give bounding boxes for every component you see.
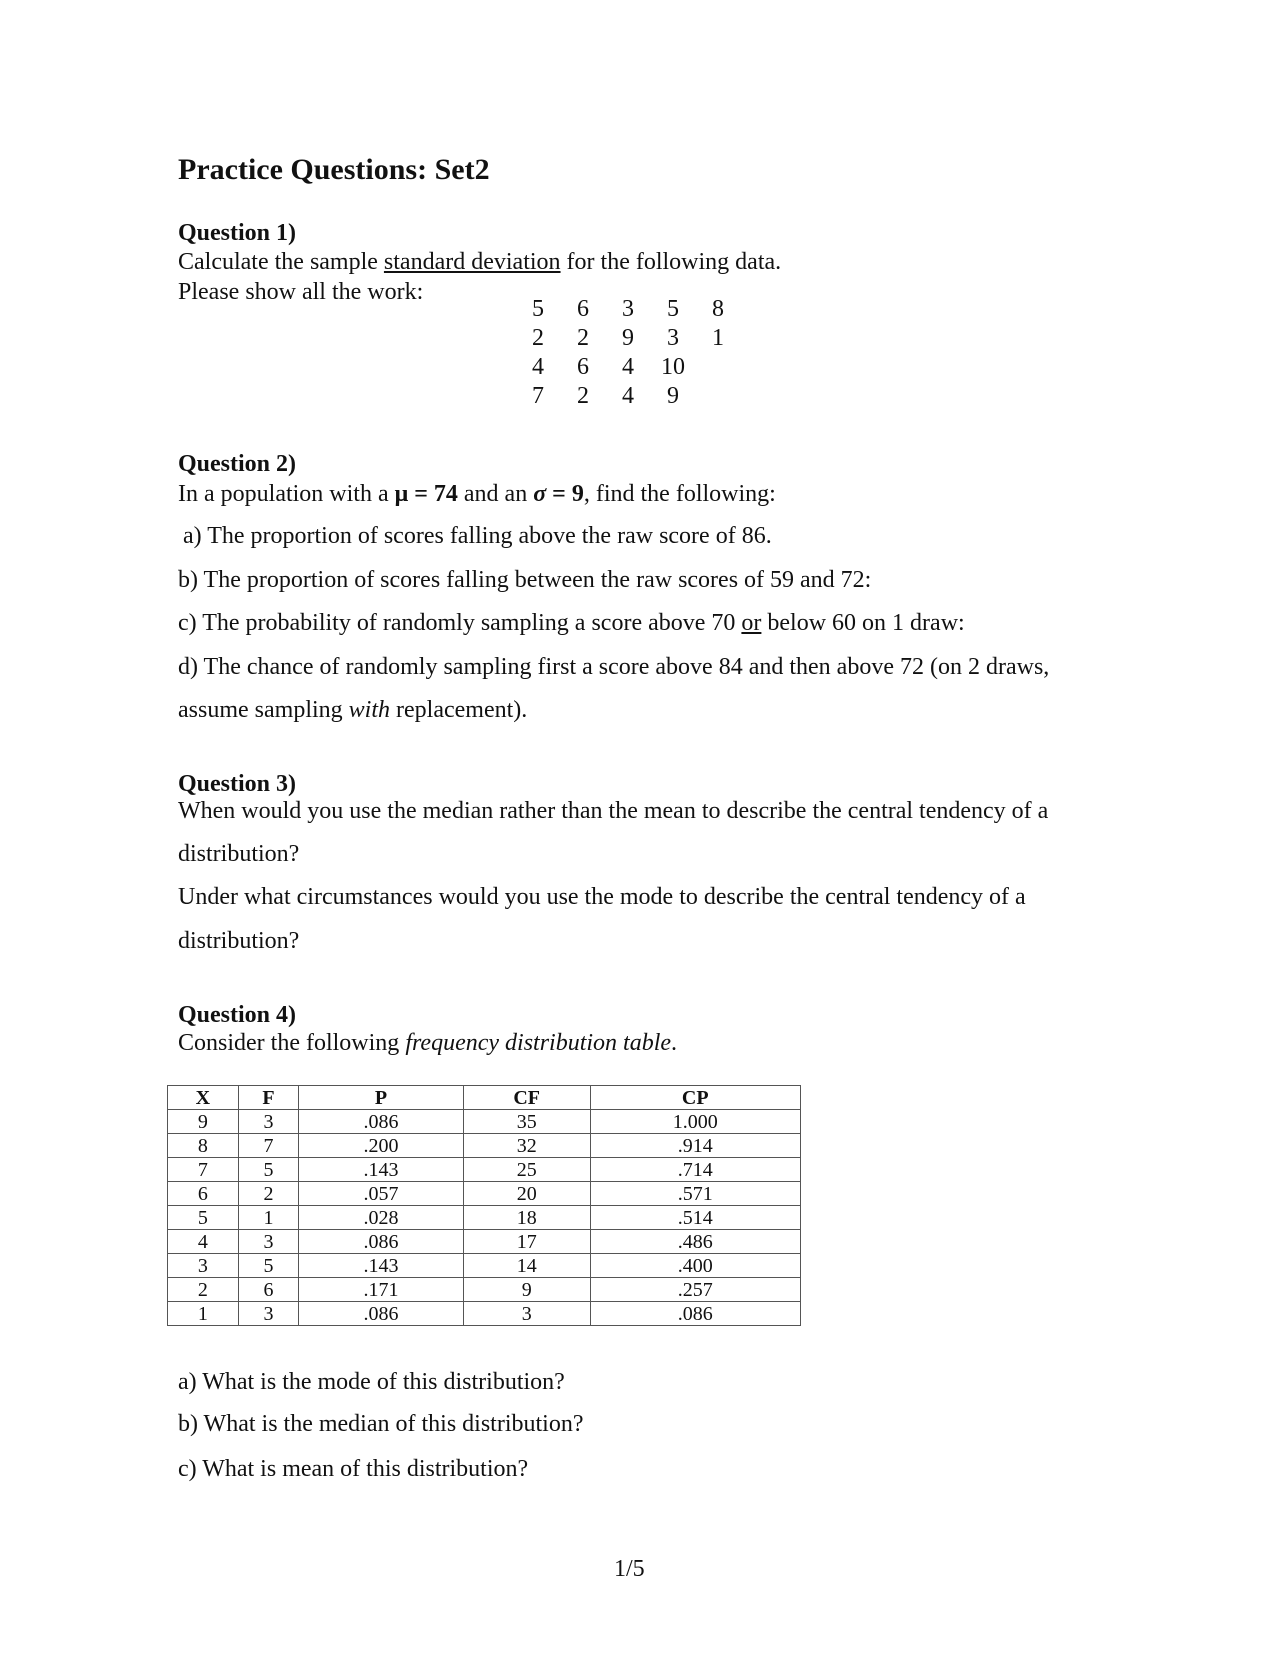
question-4b: b) What is the median of this distribution? xyxy=(178,1411,584,1437)
table-row xyxy=(168,1278,801,1302)
table-cell: .171 xyxy=(299,1278,464,1302)
data-value: 2 xyxy=(532,325,544,351)
data-value: 7 xyxy=(532,383,544,409)
question-3-line3: Under what circumstances would you use the mode to describe the central tendency of a xyxy=(178,884,1026,910)
table-cell: 2 xyxy=(168,1278,239,1302)
data-value: 1 xyxy=(712,325,724,351)
table-cell: .143 xyxy=(299,1158,464,1182)
table-cell: 20 xyxy=(463,1182,590,1206)
frequency-table xyxy=(167,1085,801,1326)
data-value: 5 xyxy=(532,296,544,322)
table-cell: 6 xyxy=(238,1278,298,1302)
data-value: 3 xyxy=(667,325,679,351)
table-cell: 5 xyxy=(238,1254,298,1278)
data-value: 5 xyxy=(667,296,679,322)
question-2d-cont: assume sampling with replacement). xyxy=(178,697,528,723)
question-3-line1: When would you use the median rather than the mean to describe the central tendency of a xyxy=(178,798,1049,824)
data-value: 9 xyxy=(622,325,634,351)
data-value: 4 xyxy=(532,354,544,380)
table-row xyxy=(168,1182,801,1206)
table-cell: .486 xyxy=(590,1230,801,1254)
table-cell: 5 xyxy=(168,1206,239,1230)
table-cell: .200 xyxy=(299,1134,464,1158)
question-4a: a) What is the mode of this distribution? xyxy=(178,1369,565,1395)
table-cell: 32 xyxy=(463,1134,590,1158)
column-header: P xyxy=(299,1086,464,1110)
data-value: 4 xyxy=(622,383,634,409)
table-cell: 17 xyxy=(463,1230,590,1254)
question-2a: a) The proportion of scores falling above the raw score of 86. xyxy=(183,523,772,549)
table-cell: .028 xyxy=(299,1206,464,1230)
table-cell: .086 xyxy=(299,1230,464,1254)
column-header: F xyxy=(238,1086,298,1110)
data-value: 2 xyxy=(577,383,589,409)
data-value: 2 xyxy=(577,325,589,351)
table-row xyxy=(168,1254,801,1278)
table-cell: 2 xyxy=(238,1182,298,1206)
table-cell: .057 xyxy=(299,1182,464,1206)
question-2c: c) The probability of randomly sampling a score above 70 or below 60 on 1 draw: xyxy=(178,610,965,636)
question-3-line4: distribution? xyxy=(178,928,300,954)
data-value: 3 xyxy=(622,296,634,322)
question-4-intro: Consider the following frequency distribution table. xyxy=(178,1030,678,1056)
table-cell: .914 xyxy=(590,1134,801,1158)
table-cell: 3 xyxy=(238,1230,298,1254)
table-cell: .086 xyxy=(299,1302,464,1326)
table-cell: 3 xyxy=(463,1302,590,1326)
table-row xyxy=(168,1302,801,1326)
table-row xyxy=(168,1158,801,1182)
table-row xyxy=(168,1110,801,1134)
table-cell: 3 xyxy=(168,1254,239,1278)
table-cell: 18 xyxy=(463,1206,590,1230)
data-value: 4 xyxy=(622,354,634,380)
table-cell: 3 xyxy=(238,1110,298,1134)
table-cell: 4 xyxy=(168,1230,239,1254)
data-value: 10 xyxy=(661,354,685,380)
question-4c: c) What is mean of this distribution? xyxy=(178,1456,529,1482)
question-2-intro: In a population with a μ = 74 and an σ = 9, find the following: xyxy=(178,481,776,507)
table-cell: .400 xyxy=(590,1254,801,1278)
question-1-heading: Question 1) xyxy=(178,220,297,246)
data-value: 6 xyxy=(577,296,589,322)
table-cell: 25 xyxy=(463,1158,590,1182)
table-cell: 9 xyxy=(168,1110,239,1134)
table-cell: 7 xyxy=(238,1134,298,1158)
data-value: 9 xyxy=(667,383,679,409)
table-cell: .086 xyxy=(590,1302,801,1326)
table-cell: 1 xyxy=(238,1206,298,1230)
page-number: 1/5 xyxy=(614,1556,645,1582)
table-cell: 3 xyxy=(238,1302,298,1326)
table-row xyxy=(168,1230,801,1254)
table-cell: 1.000 xyxy=(590,1110,801,1134)
table-cell: .143 xyxy=(299,1254,464,1278)
column-header: CP xyxy=(590,1086,801,1110)
question-4-heading: Question 4) xyxy=(178,1002,297,1028)
table-cell: .086 xyxy=(299,1110,464,1134)
table-cell: 5 xyxy=(238,1158,298,1182)
question-2-heading: Question 2) xyxy=(178,451,297,477)
question-2d: d) The chance of randomly sampling first a score above 84 and then above 72 (on 2 draws, xyxy=(178,654,1050,680)
table-cell: 7 xyxy=(168,1158,239,1182)
page-title: Practice Questions: Set2 xyxy=(178,153,490,186)
table-row xyxy=(168,1134,801,1158)
question-1-instruction: Please show all the work: xyxy=(178,279,424,305)
table-cell: .714 xyxy=(590,1158,801,1182)
data-value: 8 xyxy=(712,296,724,322)
question-2b: b) The proportion of scores falling between the raw scores of 59 and 72: xyxy=(178,567,872,593)
question-3-line2: distribution? xyxy=(178,841,300,867)
table-cell: 35 xyxy=(463,1110,590,1134)
table-row xyxy=(168,1206,801,1230)
table-cell: 6 xyxy=(168,1182,239,1206)
table-cell: .257 xyxy=(590,1278,801,1302)
table-cell: 1 xyxy=(168,1302,239,1326)
data-value: 6 xyxy=(577,354,589,380)
table-cell: .571 xyxy=(590,1182,801,1206)
table-cell: 9 xyxy=(463,1278,590,1302)
question-3-heading: Question 3) xyxy=(178,771,297,797)
question-1-text: Calculate the sample standard deviation for the following data. xyxy=(178,249,782,275)
column-header: CF xyxy=(463,1086,590,1110)
table-cell: .514 xyxy=(590,1206,801,1230)
column-header: X xyxy=(168,1086,239,1110)
table-cell: 8 xyxy=(168,1134,239,1158)
table-cell: 14 xyxy=(463,1254,590,1278)
